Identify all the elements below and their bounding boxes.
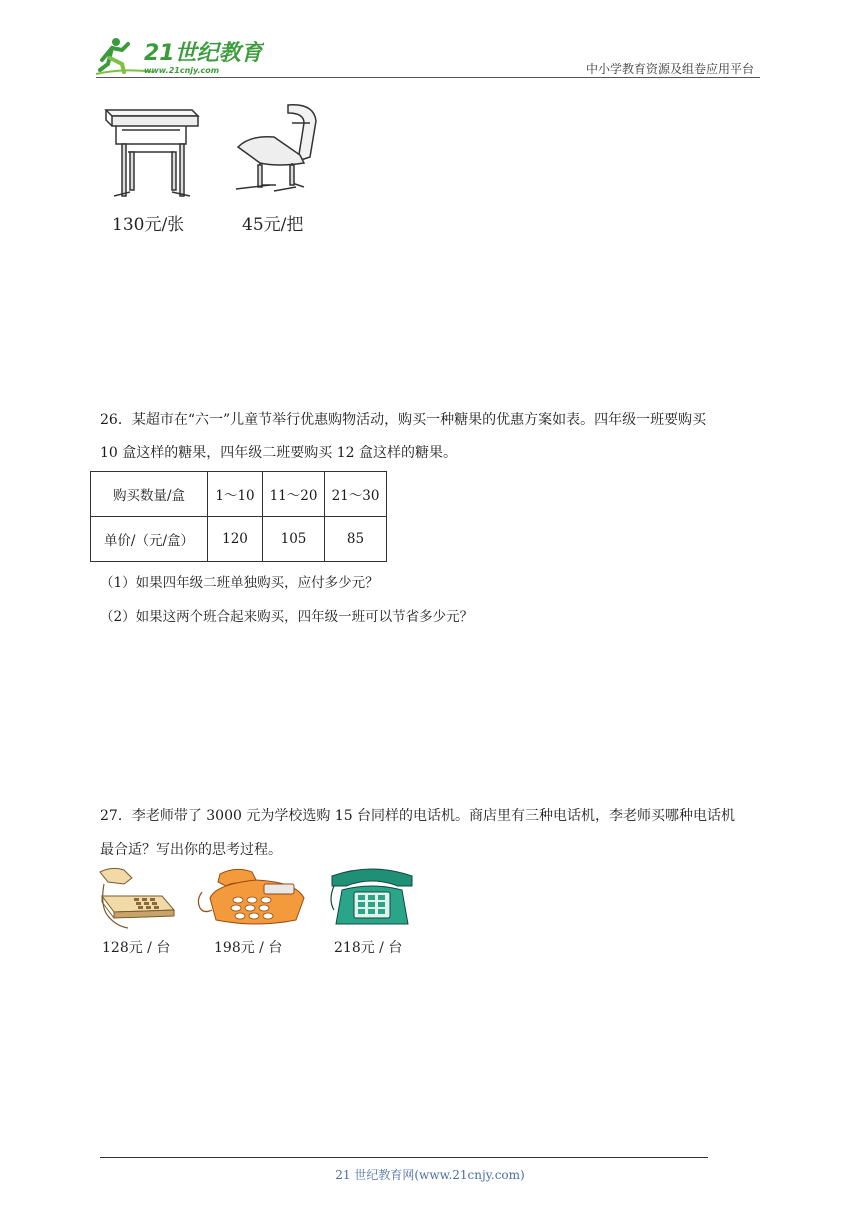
desk-price-caption: 130元/张 (112, 215, 185, 235)
desk-illustration (100, 100, 200, 204)
table-cell: 85 (325, 517, 387, 562)
candy-price-table (90, 471, 387, 562)
q27-line-2: 最合适？写出你的思考过程。 (100, 842, 282, 858)
q26-line-2: 10 盒这样的糖果，四年级二班要购买 12 盒这样的糖果。 (100, 445, 457, 461)
table-cell: 11～20 (263, 472, 325, 517)
table-cell: 1～10 (208, 472, 263, 517)
phone-1-price-caption: 128元 / 台 (102, 940, 171, 956)
logo-graphic (94, 34, 264, 78)
q26-sub-question-1: （1）如果四年级二班单独购买，应付多少元？ (100, 575, 379, 591)
phone-cream-illustration (98, 866, 178, 932)
table-row (91, 472, 387, 517)
q27-line-1: 27．李老师带了 3000 元为学校选购 15 台同样的电话机。商店里有三种电话机，李老师买哪种电话机 (100, 808, 736, 824)
phone-2-price-caption: 198元 / 台 (214, 940, 283, 956)
q26-sub-question-2: （2）如果这两个班合起来购买，四年级一班可以节省多少元？ (100, 609, 474, 625)
phone-3-price-caption: 218元 / 台 (334, 940, 403, 956)
table-cell: 购买数量/盒 (91, 472, 208, 517)
q26-line-1: 26．某超市在“六一”儿童节举行优惠购物活动，购买一种糖果的优惠方案如表。四年级一班要购买 (100, 412, 707, 428)
chair-price-caption: 45元/把 (242, 215, 304, 235)
phone-orange-illustration (196, 864, 308, 930)
table-cell: 105 (263, 517, 325, 562)
phone-teal-illustration (328, 866, 416, 930)
chair-illustration (234, 101, 320, 199)
footer-source-text: 21 世纪教育网(www.21cnjy.com) (335, 1168, 525, 1182)
logo-main-text: 21世纪教育 (144, 41, 263, 66)
table-cell: 21～30 (325, 472, 387, 517)
site-logo (94, 34, 264, 78)
table-cell: 单价/（元/盒） (91, 517, 208, 562)
header-platform-text: 中小学教育资源及组卷应用平台 (585, 62, 754, 76)
table-cell: 120 (208, 517, 263, 562)
header-divider (96, 77, 760, 78)
table-row (91, 517, 387, 562)
footer-divider (100, 1157, 708, 1158)
logo-url-text: www.21cnjy.com (144, 66, 220, 75)
